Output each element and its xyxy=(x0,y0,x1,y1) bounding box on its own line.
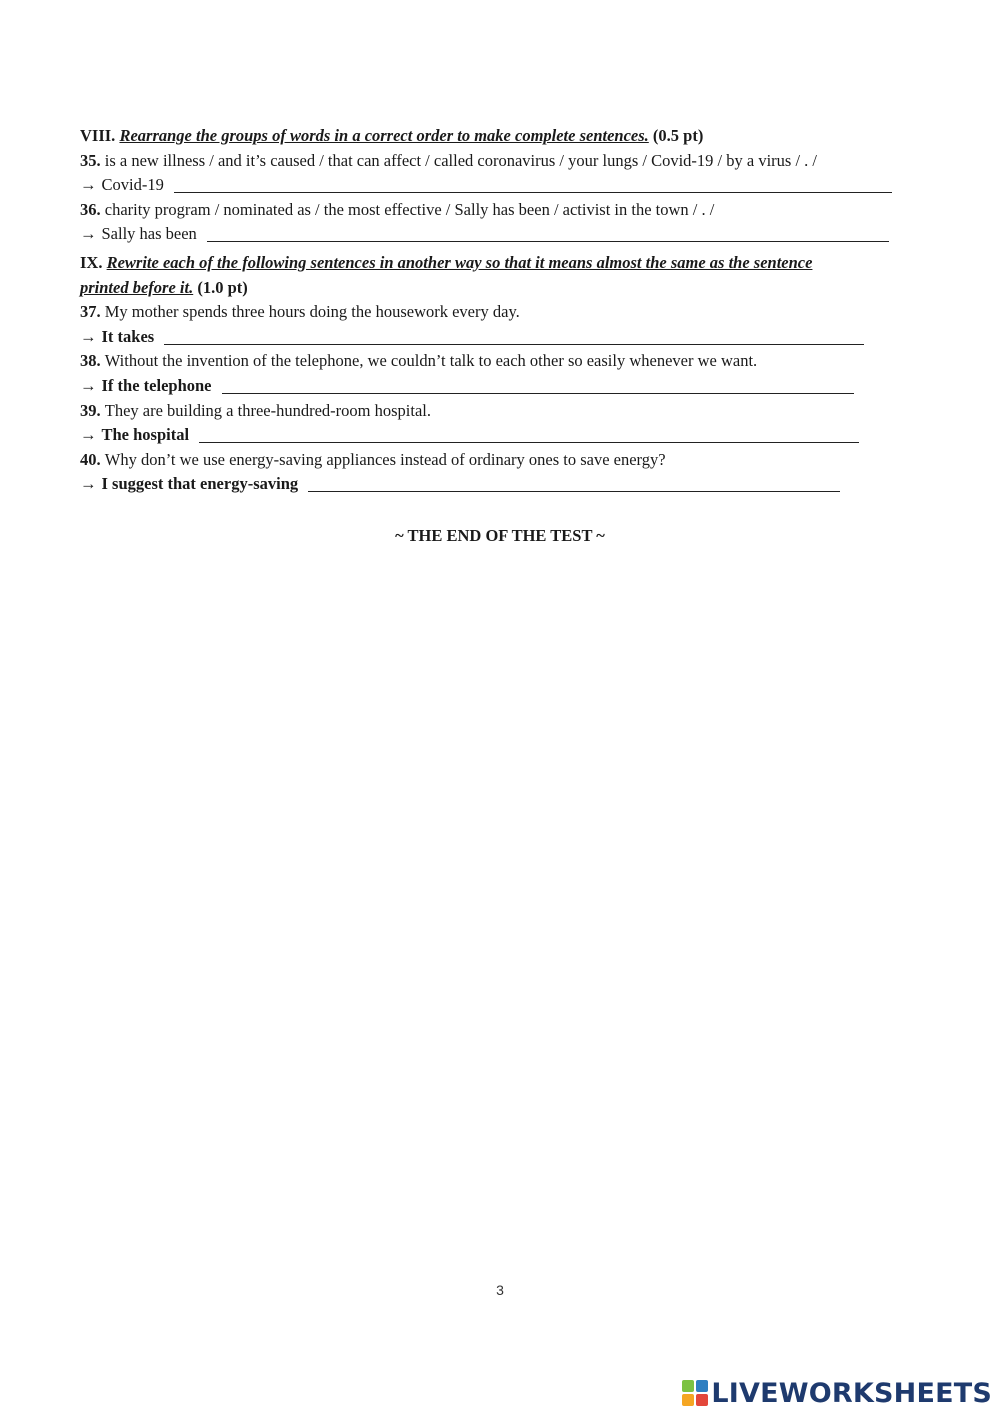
question-text: charity program / nominated as / the most effective / Sally has been / activist in the town / . / xyxy=(104,199,715,219)
question-number: 40. xyxy=(80,449,101,469)
answer-prefix: It takes xyxy=(101,326,155,346)
question-35 xyxy=(80,149,915,174)
answer-line-38 xyxy=(80,374,915,399)
answer-blank-36[interactable] xyxy=(207,227,889,242)
section-viii-instruction: Rearrange the groups of words in a correct order to make complete sentences. xyxy=(119,126,649,145)
section-viii-points: (0.5 pt) xyxy=(652,126,704,145)
question-number: 36. xyxy=(80,199,101,219)
answer-line-39 xyxy=(80,423,915,448)
logo-square-red xyxy=(696,1394,708,1406)
liveworksheets-watermark[interactable] xyxy=(682,1377,992,1409)
answer-line-35 xyxy=(80,173,915,198)
question-number: 38. xyxy=(80,351,101,371)
answer-blank-40[interactable] xyxy=(308,477,840,492)
question-number: 35. xyxy=(80,150,101,170)
question-36 xyxy=(80,198,915,223)
question-text: They are building a three-hundred-room hospital. xyxy=(104,400,431,420)
question-text: Why don’t we use energy-saving appliances instead of ordinary ones to save energy? xyxy=(104,449,666,469)
arrow-icon: → xyxy=(80,474,97,494)
question-text: Without the invention of the telephone, we couldn’t talk to each other so easily whenever we want. xyxy=(104,351,758,371)
section-viii-number: VIII. xyxy=(80,126,116,145)
end-of-test-text: ~ THE END OF THE TEST ~ xyxy=(395,526,605,545)
logo-square-green xyxy=(682,1380,694,1392)
arrow-icon: → xyxy=(80,375,97,395)
answer-line-37 xyxy=(80,325,915,350)
answer-prefix: The hospital xyxy=(101,425,190,445)
logo-square-blue xyxy=(696,1380,708,1392)
arrow-icon: → xyxy=(80,224,97,244)
answer-blank-39[interactable] xyxy=(199,428,859,443)
page-number: 3 xyxy=(496,1282,504,1298)
section-ix-heading-continued xyxy=(80,276,915,301)
question-40 xyxy=(80,448,915,473)
answer-blank-35[interactable] xyxy=(174,178,892,193)
section-ix-instruction-line1: Rewrite each of the following sentences in another way so that it means almost the same as the sentence xyxy=(106,252,813,272)
arrow-icon: → xyxy=(80,175,97,195)
question-number: 37. xyxy=(80,302,101,322)
question-text: is a new illness / and it’s caused / that can affect / called coronavirus / your lungs / Covid-19 / by a virus / . / xyxy=(104,150,817,170)
liveworksheets-brand-text: LIVEWORKSHEETS xyxy=(711,1377,992,1409)
question-number: 39. xyxy=(80,400,101,420)
answer-blank-38[interactable] xyxy=(222,379,854,394)
section-viii-heading xyxy=(80,124,915,149)
question-39 xyxy=(80,399,915,424)
logo-square-orange xyxy=(682,1394,694,1406)
section-ix-points: (1.0 pt) xyxy=(197,277,248,297)
answer-prefix: Covid-19 xyxy=(101,175,164,195)
arrow-icon: → xyxy=(80,326,97,346)
question-text: My mother spends three hours doing the housework every day. xyxy=(104,302,520,322)
liveworksheets-logo-icon xyxy=(682,1380,708,1406)
answer-prefix: I suggest that energy-saving xyxy=(101,474,299,494)
section-ix-number: IX. xyxy=(80,252,103,272)
answer-line-40 xyxy=(80,472,915,497)
arrow-icon: → xyxy=(80,425,97,445)
question-38 xyxy=(80,349,915,374)
worksheet-content xyxy=(80,124,915,497)
question-37 xyxy=(80,300,915,325)
answer-blank-37[interactable] xyxy=(164,330,864,345)
section-ix-heading xyxy=(80,251,915,276)
answer-prefix: Sally has been xyxy=(101,224,197,244)
answer-prefix: If the telephone xyxy=(101,375,212,395)
answer-line-36 xyxy=(80,222,915,247)
section-ix-instruction-line2: printed before it. xyxy=(80,277,194,297)
